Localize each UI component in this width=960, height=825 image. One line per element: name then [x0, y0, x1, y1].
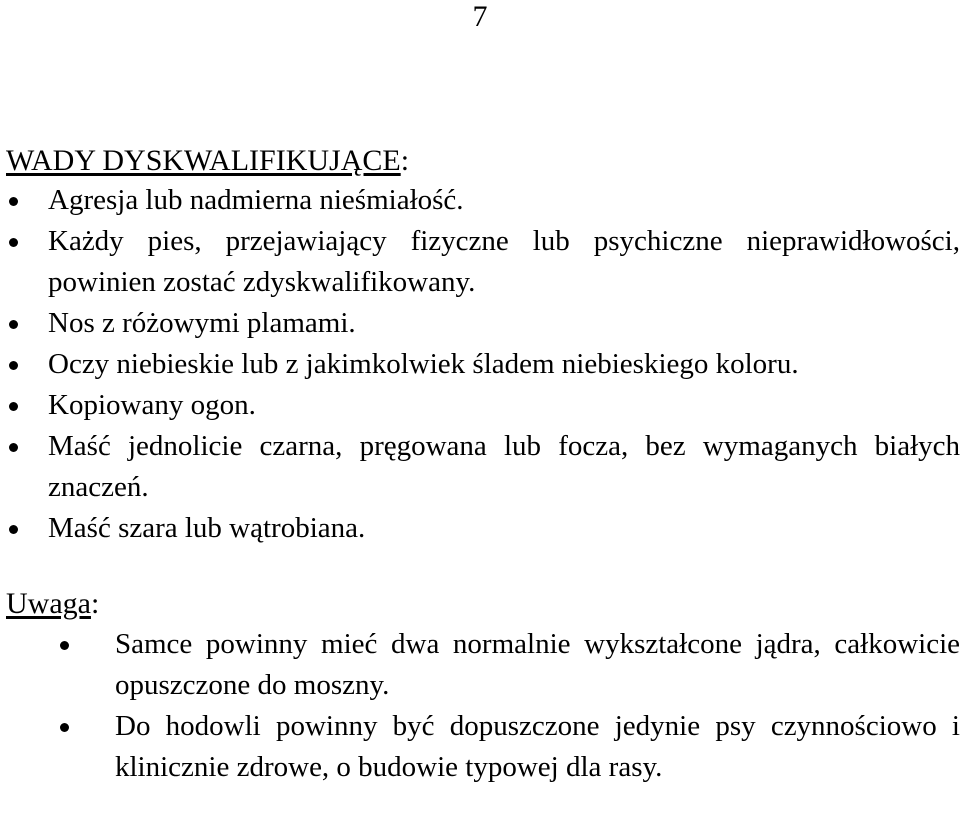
bullet-icon [9, 443, 18, 452]
list-item-text: Agresja lub nadmierna nieśmiałość. [48, 184, 464, 216]
heading-colon: : [400, 144, 410, 177]
list-item [48, 180, 960, 221]
bullet-icon [60, 723, 69, 732]
list-item-text: Maść szara lub wątrobiana. [48, 512, 366, 544]
note-heading [6, 586, 99, 622]
disqualifying-faults-heading [6, 143, 409, 179]
list-item [115, 624, 960, 706]
heading-colon: : [90, 587, 100, 620]
bullet-icon [9, 525, 18, 534]
bullet-icon [9, 197, 18, 206]
list-item-text: Maść jednolicie czarna, pręgowana lub focza, bez wymaganych białych znaczeń. [48, 430, 960, 503]
list-item [48, 221, 960, 303]
list-item [48, 303, 960, 344]
disqualifying-faults-list [48, 180, 960, 549]
list-item [48, 508, 960, 549]
note-title: Uwaga [6, 587, 91, 620]
list-item [48, 344, 960, 385]
list-item-text: Nos z różowymi plamami. [48, 307, 356, 339]
list-item-text: Oczy niebieskie lub z jakimkolwiek śladem niebieskiego koloru. [48, 348, 799, 380]
page-number: 7 [472, 0, 488, 33]
list-item-text: Do hodowli powinny być dopuszczone jedynie psy czynnościowo i klinicznie zdrowe, o budowie typowej dla rasy. [115, 710, 960, 783]
note-list [115, 624, 960, 788]
bullet-icon [9, 361, 18, 370]
list-item [115, 706, 960, 788]
list-item [48, 385, 960, 426]
list-item-text: Samce powinny mieć dwa normalnie wykształcone jądra, całkowicie opuszczone do moszny. [115, 628, 960, 701]
bullet-icon [9, 402, 18, 411]
bullet-icon [60, 641, 69, 650]
list-item-text: Każdy pies, przejawiający fizyczne lub psychiczne nieprawidłowości, powinien zostać zdyskwalifikowany. [48, 225, 960, 298]
list-item [48, 426, 960, 508]
bullet-icon [9, 238, 18, 247]
list-item-text: Kopiowany ogon. [48, 389, 256, 421]
bullet-icon [9, 320, 18, 329]
disqualifying-faults-title: WADY DYSKWALIFIKUJĄCE [6, 144, 401, 177]
